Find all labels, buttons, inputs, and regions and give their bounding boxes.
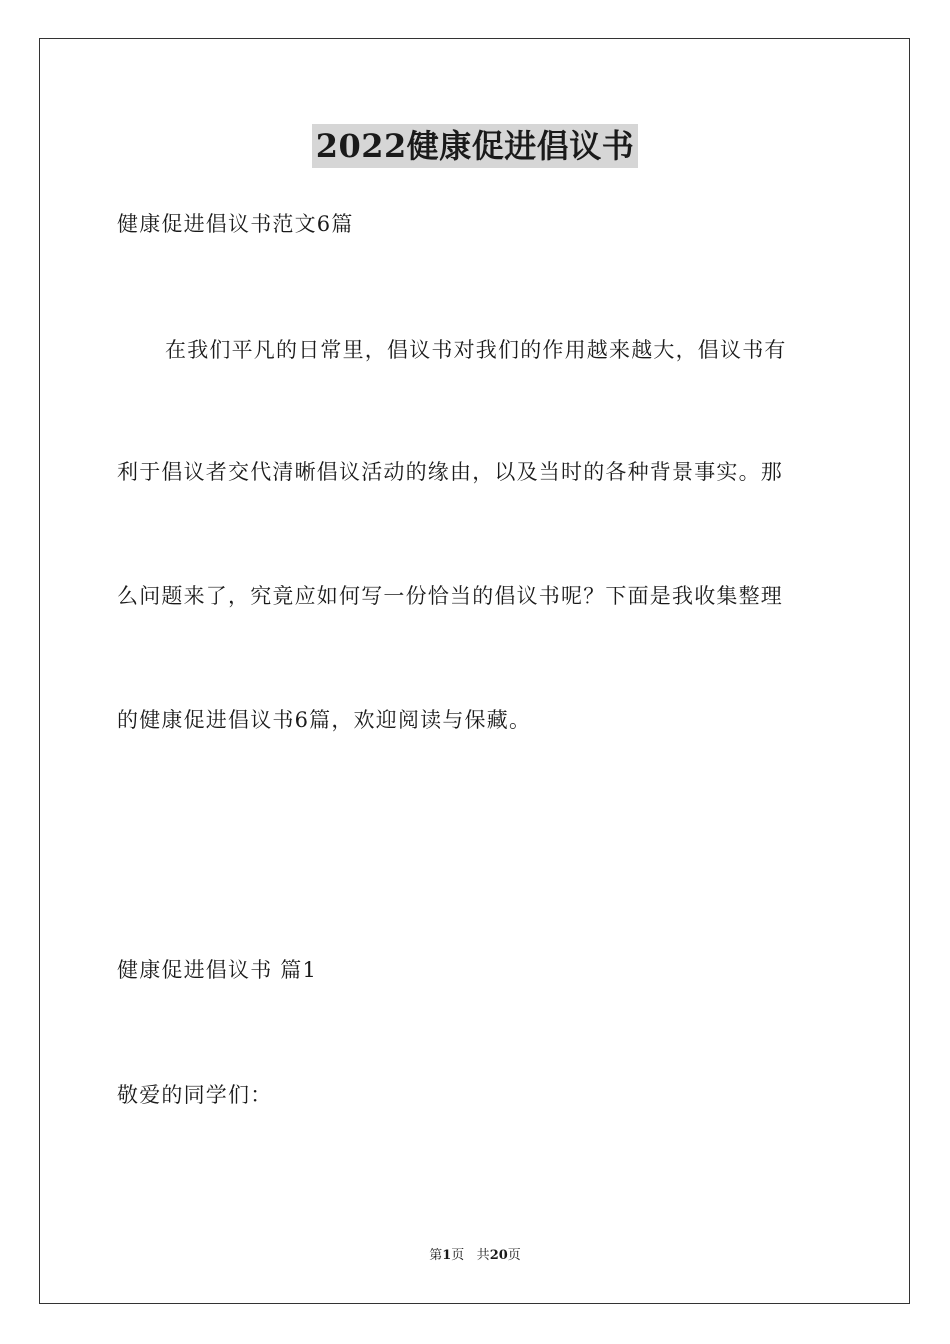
total-pages: 20 — [489, 1248, 508, 1263]
page-prefix: 第 — [429, 1248, 443, 1263]
intro-line-3: 么问题来了，究竟应如何写一份恰当的倡议书呢？下面是我收集整理 — [117, 584, 783, 608]
intro-line-1: 在我们平凡的日常里，倡议书对我们的作用越来越大，倡议书有 — [165, 338, 787, 362]
document-subtitle: 健康促进倡议书范文6篇 — [117, 212, 354, 236]
total-prefix: 共 — [476, 1248, 490, 1263]
total-suffix: 页 — [507, 1248, 521, 1263]
page-footer — [0, 1247, 950, 1265]
intro-line-2: 利于倡议者交代清晰倡议活动的缘由，以及当时的各种背景事实。那 — [117, 460, 783, 484]
title-container — [0, 124, 950, 168]
page-number: 1 — [442, 1248, 452, 1263]
page-suffix: 页 — [451, 1248, 465, 1263]
salutation: 敬爱的同学们： — [117, 1083, 273, 1107]
document-title: 2022健康促进倡议书 — [312, 124, 639, 168]
section-heading: 健康促进倡议书 篇1 — [117, 958, 318, 982]
intro-line-4: 的健康促进倡议书6篇，欢迎阅读与保藏。 — [117, 708, 532, 732]
